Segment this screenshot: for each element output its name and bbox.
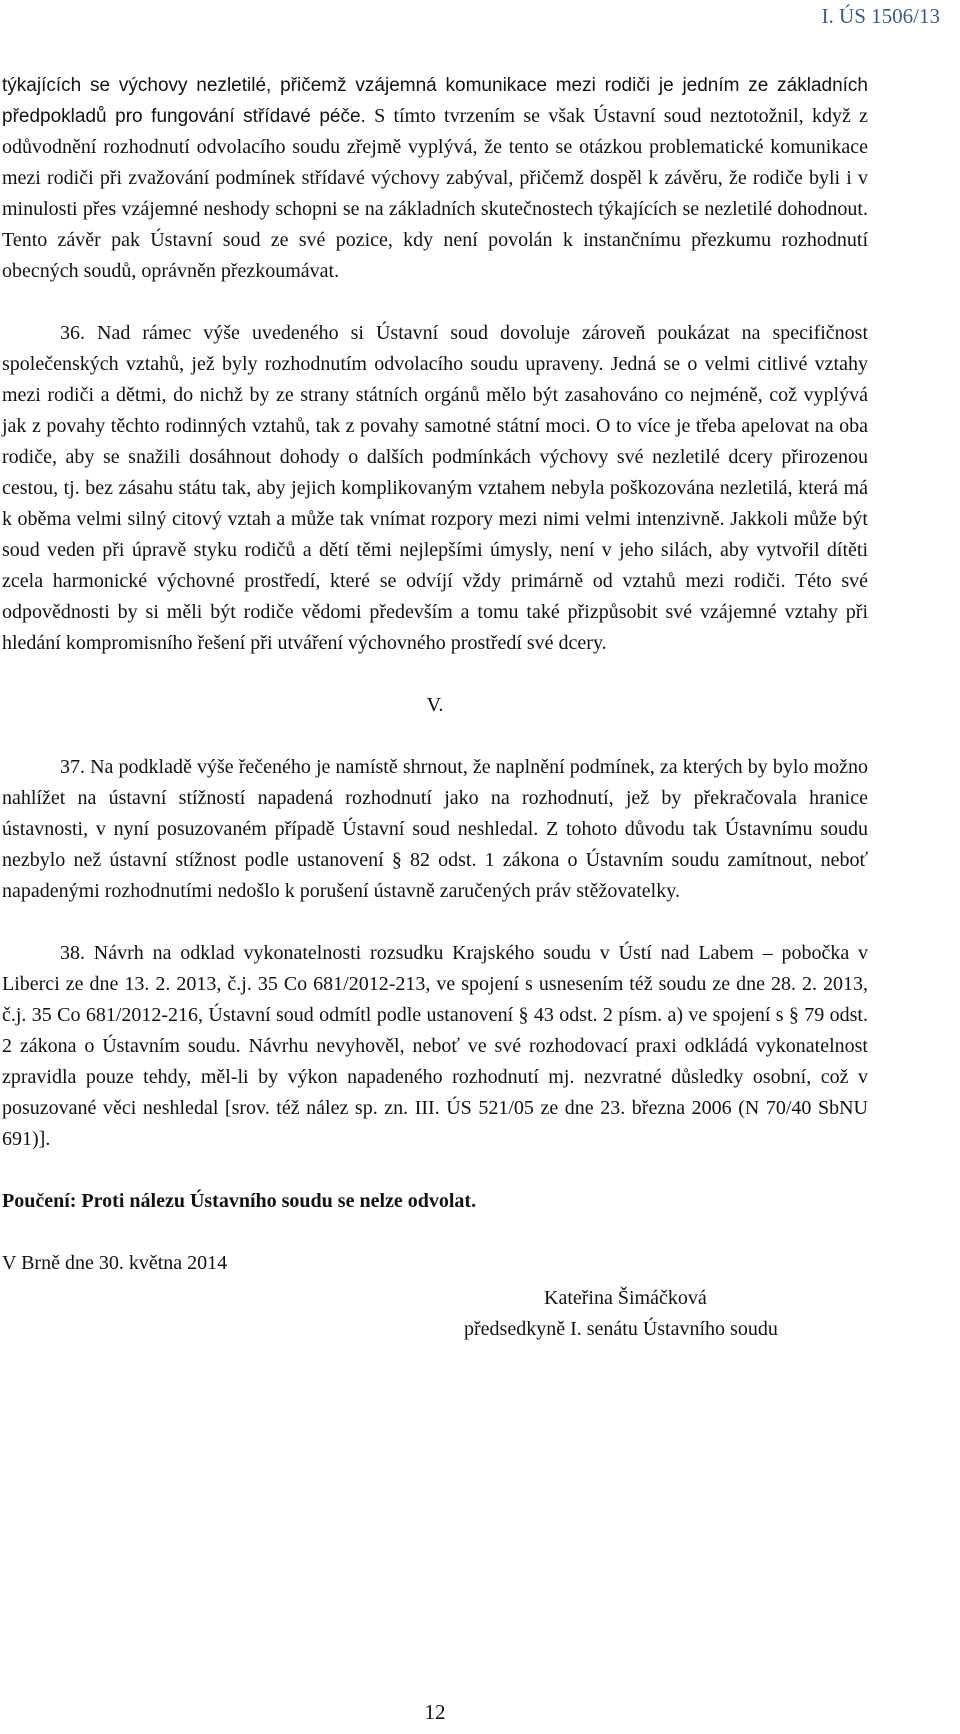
section-heading-v: V. xyxy=(426,694,444,716)
paragraph-35-continued xyxy=(2,70,868,287)
document-body xyxy=(2,70,868,1345)
paragraph-35-quoted-part: týkajících se výchovy nezletilé, přičemž vzájemná komunikace mezi rodiči je jedním ze základních předpokladů pro fungování střídavé péče. xyxy=(2,75,868,127)
date-line: V Brně dne 30. května 2014 xyxy=(2,1252,228,1274)
signatory-title: předsedkyně I. senátu Ústavního soudu xyxy=(464,1318,778,1340)
paragraph-35-tail: Tento závěr pak Ústavní soud ze své pozice, kdy není povolán k instančnímu přezkumu rozhodnutí obecných soudů, oprávněn přezkoumávat. xyxy=(2,229,868,282)
paragraph-35-court-part: S tímto tvrzením se však Ústavní soud neztotožnil, když z odůvodnění rozhodnutí odvolacího soudu zřejmě vyplývá, že tento se otázkou problematické komunikace mezi rodiči při zvažování podmínek střídavé výchovy zabýval, přičemž dospěl k závěru, že rodiče byli i v minulosti přes vzájemné neshody schopni se na základních skutečnostech týkajících se nezletilé dohodnout. xyxy=(2,105,868,220)
paragraph-38: 38. Návrh na odklad vykonatelnosti rozsudku Krajského soudu v Ústí nad Labem – pobočka v Liberci ze dne 13. 2. 2013, č.j. 35 Co 681/2012-213, ve spojení s usnesením též soudu ze dne 28. 2. 2013, č.j. 35 Co 681/2012-216, Ústavní soud odmítl podle ustanovení § 43 odst. 2 písm. a) ve spojení s § 79 odst. 2 zákona o Ústavním soudu. Návrhu nevyhověl, neboť ve své rozhodovací praxi odkládá vykonatelnost zpravidla pouze tehdy, měl-li by výkon napadeného rozhodnutí mj. nezvratné důsledky osobní, což v posuzované věci neshledal [srov. též nález sp. zn. III. ÚS 521/05 ze dne 23. března 2006 (N 70/40 SbNU 691)]. xyxy=(2,942,868,1150)
appeal-notice: Poučení: Proti nálezu Ústavního soudu se nelze odvolat. xyxy=(2,1190,477,1212)
signatory-name: Kateřina Šimáčková xyxy=(544,1287,707,1309)
case-reference: I. ÚS 1506/13 xyxy=(821,4,940,28)
page-number: 12 xyxy=(424,1700,446,1724)
signature-block xyxy=(464,1283,868,1345)
paragraph-37: 37. Na podkladě výše řečeného je namístě shrnout, že naplnění podmínek, za kterých by bylo možno nahlížet na ústavní stížností napadená rozhodnutí jako na rozhodnutí, jež by překračovala hranice ústavnosti, v nyní posuzovaném případě Ústavní soud neshledal. Z tohoto důvodu tak Ústavnímu soudu nezbylo než ústavní stížnost podle ustanovení § 82 odst. 1 zákona o Ústavním soudu zamítnout, neboť napadenými rozhodnutími nedošlo k porušení ústavně zaručených práv stěžovatelky. xyxy=(2,756,868,902)
paragraph-36: 36. Nad rámec výše uvedeného si Ústavní soud dovoluje zároveň poukázat na specifičnost společenských vztahů, jež byly rozhodnutím odvolacího soudu upraveny. Jedná se o velmi citlivé vztahy mezi rodiči a dětmi, do nichž by ze strany státních orgánů mělo být zasahováno co nejméně, což vyplývá jak z povahy těchto rodinných vztahů, tak z povahy samotné státní moci. O to více je třeba apelovat na oba rodiče, aby se snažili dosáhnout dohody o dalších podmínkách výchovy své nezletilé dcery přirozenou cestou, tj. bez zásahu státu tak, aby jejich komplikovaným vztahem nebyla poškozována nezletilá, která má k oběma velmi silný citový vztah a může tak vnímat rozpory mezi nimi velmi intenzivně. Jakkoli může být soud veden při úpravě styku rodičů a dětí těmi nejlepšími úmysly, není v jeho silách, aby vytvořil dítěti zcela harmonické výchovné prostředí, které se odvíjí vždy primárně od vztahů mezi rodiči. Této své odpovědnosti by si měli být rodiče vědomi především a tomu také přizpůsobit své vzájemné vztahy při hledání kompromisního řešení při utváření výchovného prostředí své dcery. xyxy=(2,322,868,654)
